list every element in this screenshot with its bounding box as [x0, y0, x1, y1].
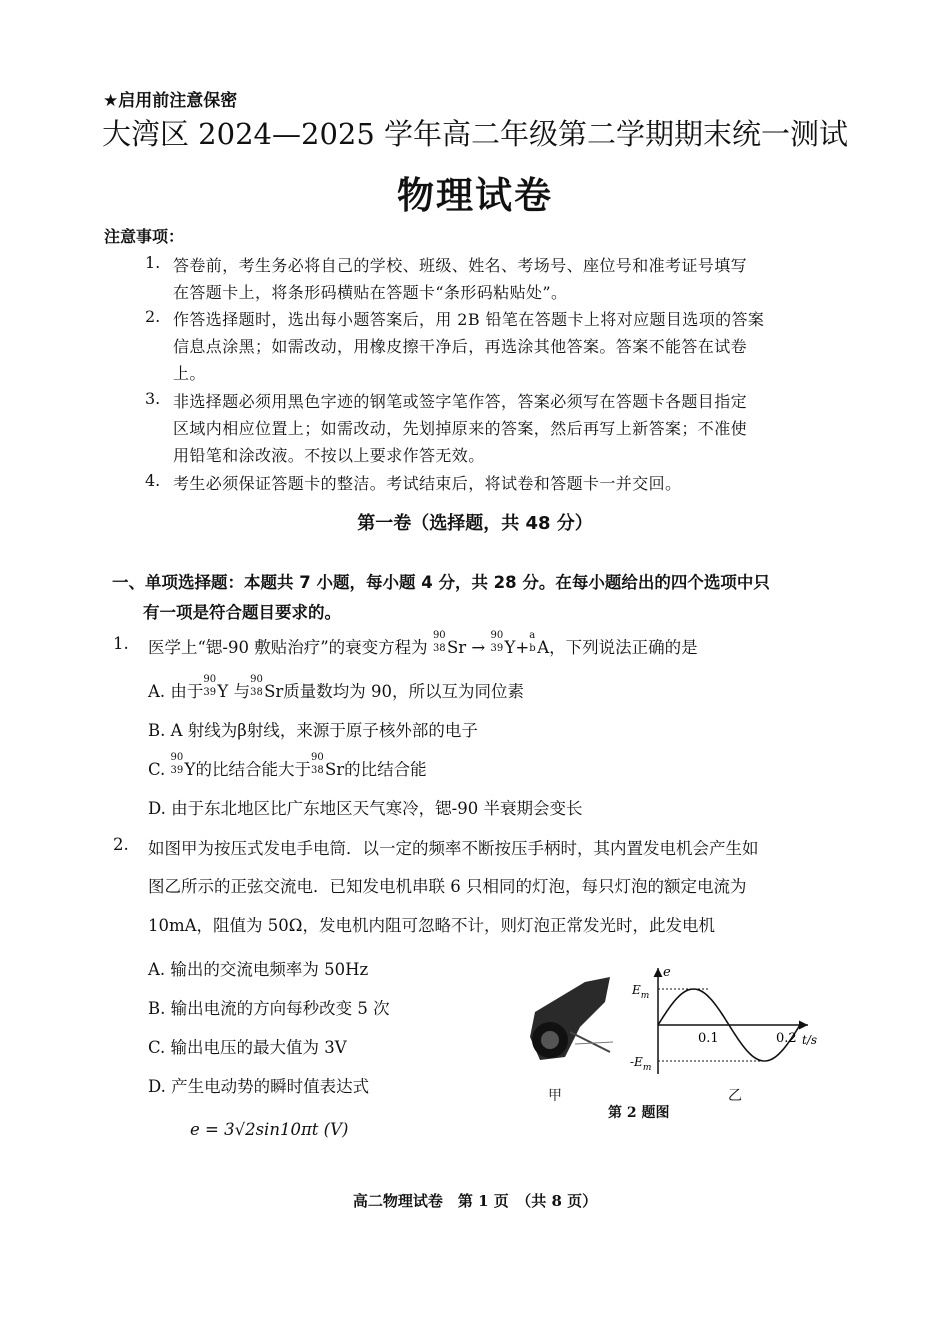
note-line: 非选择题必须用黑色字迹的钢笔或签字笔作答，答案必须写在答题卡各题目指定 — [173, 392, 748, 411]
confidential-label: ★启用前注意保密 — [103, 91, 238, 111]
note-line: 作答选择题时，选出每小题答案后，用 2B 铅笔在答题卡上将对应题目选项的答案 — [173, 310, 765, 329]
note-number: 3. — [145, 389, 161, 408]
question-2-stem: 如图甲为按压式发电手电筒．以一定的频率不断按压手柄时，其内置发电机会产生如 — [148, 839, 759, 858]
question-2-stem: 图乙所示的正弦交流电．已知发电机串联 6 只相同的灯泡，每只灯泡的额定电流为 — [148, 877, 747, 896]
option-c: C. 输出电压的最大值为 3V — [148, 1038, 347, 1057]
question-1-stem: 医学上“锶-90 敷贴治疗”的衰变方程为 90 38 Sr → 90 39 Y+ a b A，下列说法正确的是 — [148, 629, 698, 657]
x-axis-label: t/s — [802, 1033, 818, 1047]
note-number: 4. — [145, 471, 161, 490]
option-d: D. 产生电动势的瞬时值表达式 — [148, 1077, 370, 1096]
exam-title: 大湾区 2024—2025 学年高二年级第二学期期末统一测试 — [101, 117, 849, 151]
option-c: C. 90 39 Y的比结合能大于 90 38 Sr的比结合能 — [148, 751, 427, 779]
neg-em-tick-label: $-E_m$ — [630, 1055, 652, 1073]
note-line: 在答题卡上，将条形码横贴在答题卡“条形码粘贴处”。 — [173, 283, 568, 302]
option-a: A. 由于 90 39 Y 与 90 38 Sr质量数均为 90，所以互为同位素 — [148, 673, 525, 701]
note-number: 2. — [145, 307, 161, 326]
option-d: D. 由于东北地区比广东地区天气寒冷，锶-90 半衰期会变长 — [148, 799, 583, 818]
sine-graph — [630, 962, 830, 1087]
note-line: 考生必须保证答题卡的整洁。考试结束后，将试卷和答题卡一并交回。 — [173, 474, 682, 493]
subject-title: 物理试卷 — [397, 173, 553, 217]
option-b: B. A 射线为β射线，来源于原子核外部的电子 — [148, 721, 478, 740]
note-line: 用铅笔和涂改液。不按以上要求作答无效。 — [173, 446, 485, 465]
flashlight-photo — [525, 972, 615, 1064]
question-2-stem: 10mA，阻值为 50Ω，发电机内阻可忽略不计，则灯泡正常发光时，此发电机 — [148, 916, 715, 935]
note-line: 答卷前，考生务必将自己的学校、班级、姓名、考场号、座位号和准考证号填写 — [173, 256, 748, 275]
label-yi: 乙 — [728, 1088, 742, 1104]
figure-caption: 第 2 题图 — [608, 1105, 670, 1121]
note-line: 上。 — [173, 364, 206, 383]
option-a: A. 输出的交流电频率为 50Hz — [148, 960, 369, 979]
label-jia: 甲 — [548, 1088, 562, 1104]
part-heading: 第一卷（选择题，共 48 分） — [357, 513, 593, 534]
note-line: 区域内相应位置上；如需改动，先划掉原来的答案，然后再写上新答案；不准使 — [173, 419, 748, 438]
y-axis-label: e — [663, 965, 671, 980]
option-b: B. 输出电流的方向每秒改变 5 次 — [148, 999, 390, 1018]
question-number: 1. — [113, 634, 129, 653]
section-heading: 一、单项选择题：本题共 7 小题，每小题 4 分，共 28 分。在每小题给出的四个选项中只 — [112, 573, 770, 592]
x-tick-label: 0.1 — [698, 1031, 719, 1046]
x-tick-label: 0.2 — [776, 1031, 797, 1046]
notes-heading: 注意事项： — [104, 227, 185, 246]
note-number: 1. — [145, 253, 161, 272]
question-number: 2. — [113, 835, 129, 854]
page-footer: 高二物理试卷 第 1 页 （共 8 页） — [352, 1192, 598, 1210]
note-line: 信息点涂黑；如需改动，用橡皮擦干净后，再选涂其他答案。答案不能答在试卷 — [173, 337, 748, 356]
section-heading-cont: 有一项是符合题目要求的。 — [143, 603, 341, 622]
emf-formula: e = 3√2sin10πt (V) — [190, 1120, 349, 1139]
em-tick-label: $E_m$ — [632, 983, 650, 1001]
